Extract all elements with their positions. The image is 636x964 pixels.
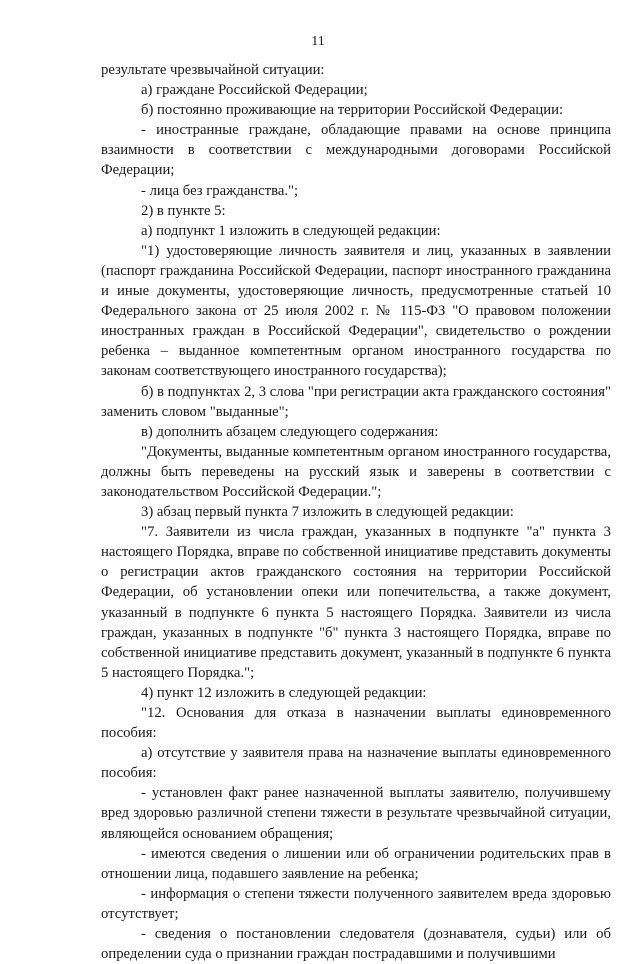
paragraph: - имеются сведения о лишении или об ограничении родительских прав в отношении лица, подавшего заявление на ребенка;: [101, 845, 611, 882]
paragraph: - иностранные граждане, обладающие правами на основе принципа взаимности в соответствии с международными договорами Российской Федерации;: [101, 122, 611, 179]
paragraph: "Документы, выданные компетентным органом иностранного государства, должны быть переведены на русский язык и заверены в соответствии с законодательством Российской Федерации.";: [101, 443, 611, 500]
paragraph: б) в подпунктах 2, 3 слова "при регистрации акта гражданского состояния" заменить словом "выданные";: [101, 383, 611, 420]
paragraph: 2) в пункте 5:: [141, 202, 226, 219]
paragraph: в) дополнить абзацем следующего содержания:: [141, 423, 439, 440]
paragraph: 4) пункт 12 изложить в следующей редакции:: [141, 684, 427, 701]
paragraph: 3) абзац первый пункта 7 изложить в следующей редакции:: [141, 504, 514, 521]
paragraph: - лица без гражданства.";: [141, 182, 299, 199]
page-number: 11: [311, 34, 325, 49]
document-body: [101, 60, 611, 964]
paragraph: "12. Основания для отказа в назначении выплаты единовременного пособия:: [101, 705, 611, 742]
paragraph: результате чрезвычайной ситуации:: [101, 62, 325, 78]
paragraph: - информация о степени тяжести полученного заявителем вреда здоровью отсутствует;: [101, 885, 611, 922]
paragraph: "1) удостоверяющие личность заявителя и лиц, указанных в заявлении (паспорт гражданина Российской Федерации, паспорт иностранного гражданина и иные документы, удостоверяющие личность, предусмотренные статьей 10 Федерального закона от 25 июля 2002 г. № 115-ФЗ "О правовом положении иностранных граждан в Российской Федерации", свидетельство о рождении ребенка – выданное компетентным органом иностранного государства по законам соответствующего иностранного государства);: [101, 242, 611, 380]
paragraph: - сведения о постановлении следователя (дознавателя, судьи) или об определении суда о признании граждан пострадавшими и получившими: [101, 926, 611, 963]
paragraph: "7. Заявители из числа граждан, указанных в подпункте "а" пункта 3 настоящего Порядка, вправе по собственной инициативе представить документы о регистрации актов гражданского состояния на территории Российской Федерации, об установлении опеки или попечительства, а также документ, указанный в подпункте 6 пункта 5 настоящего Порядка. Заявители из числа граждан, указанных в подпункте "б" пункта 3 настоящего Порядка, вправе по собственной инициативе представить документ, указанный в подпункте 6 пункта 5 настоящего Порядка.";: [101, 524, 611, 681]
paragraph: а) отсутствие у заявителя права на назначение выплаты единовременного пособия:: [101, 745, 611, 782]
paragraph: а) подпункт 1 изложить в следующей редакции:: [141, 222, 441, 239]
paragraph: - установлен факт ранее назначенной выплаты заявителю, получившему вред здоровью различной степени тяжести в результате чрезвычайной ситуации, являющейся основанием обращения;: [101, 785, 611, 842]
paragraph: б) постоянно проживающие на территории Российской Федерации:: [141, 102, 564, 119]
paragraph: а) граждане Российской Федерации;: [141, 82, 368, 99]
